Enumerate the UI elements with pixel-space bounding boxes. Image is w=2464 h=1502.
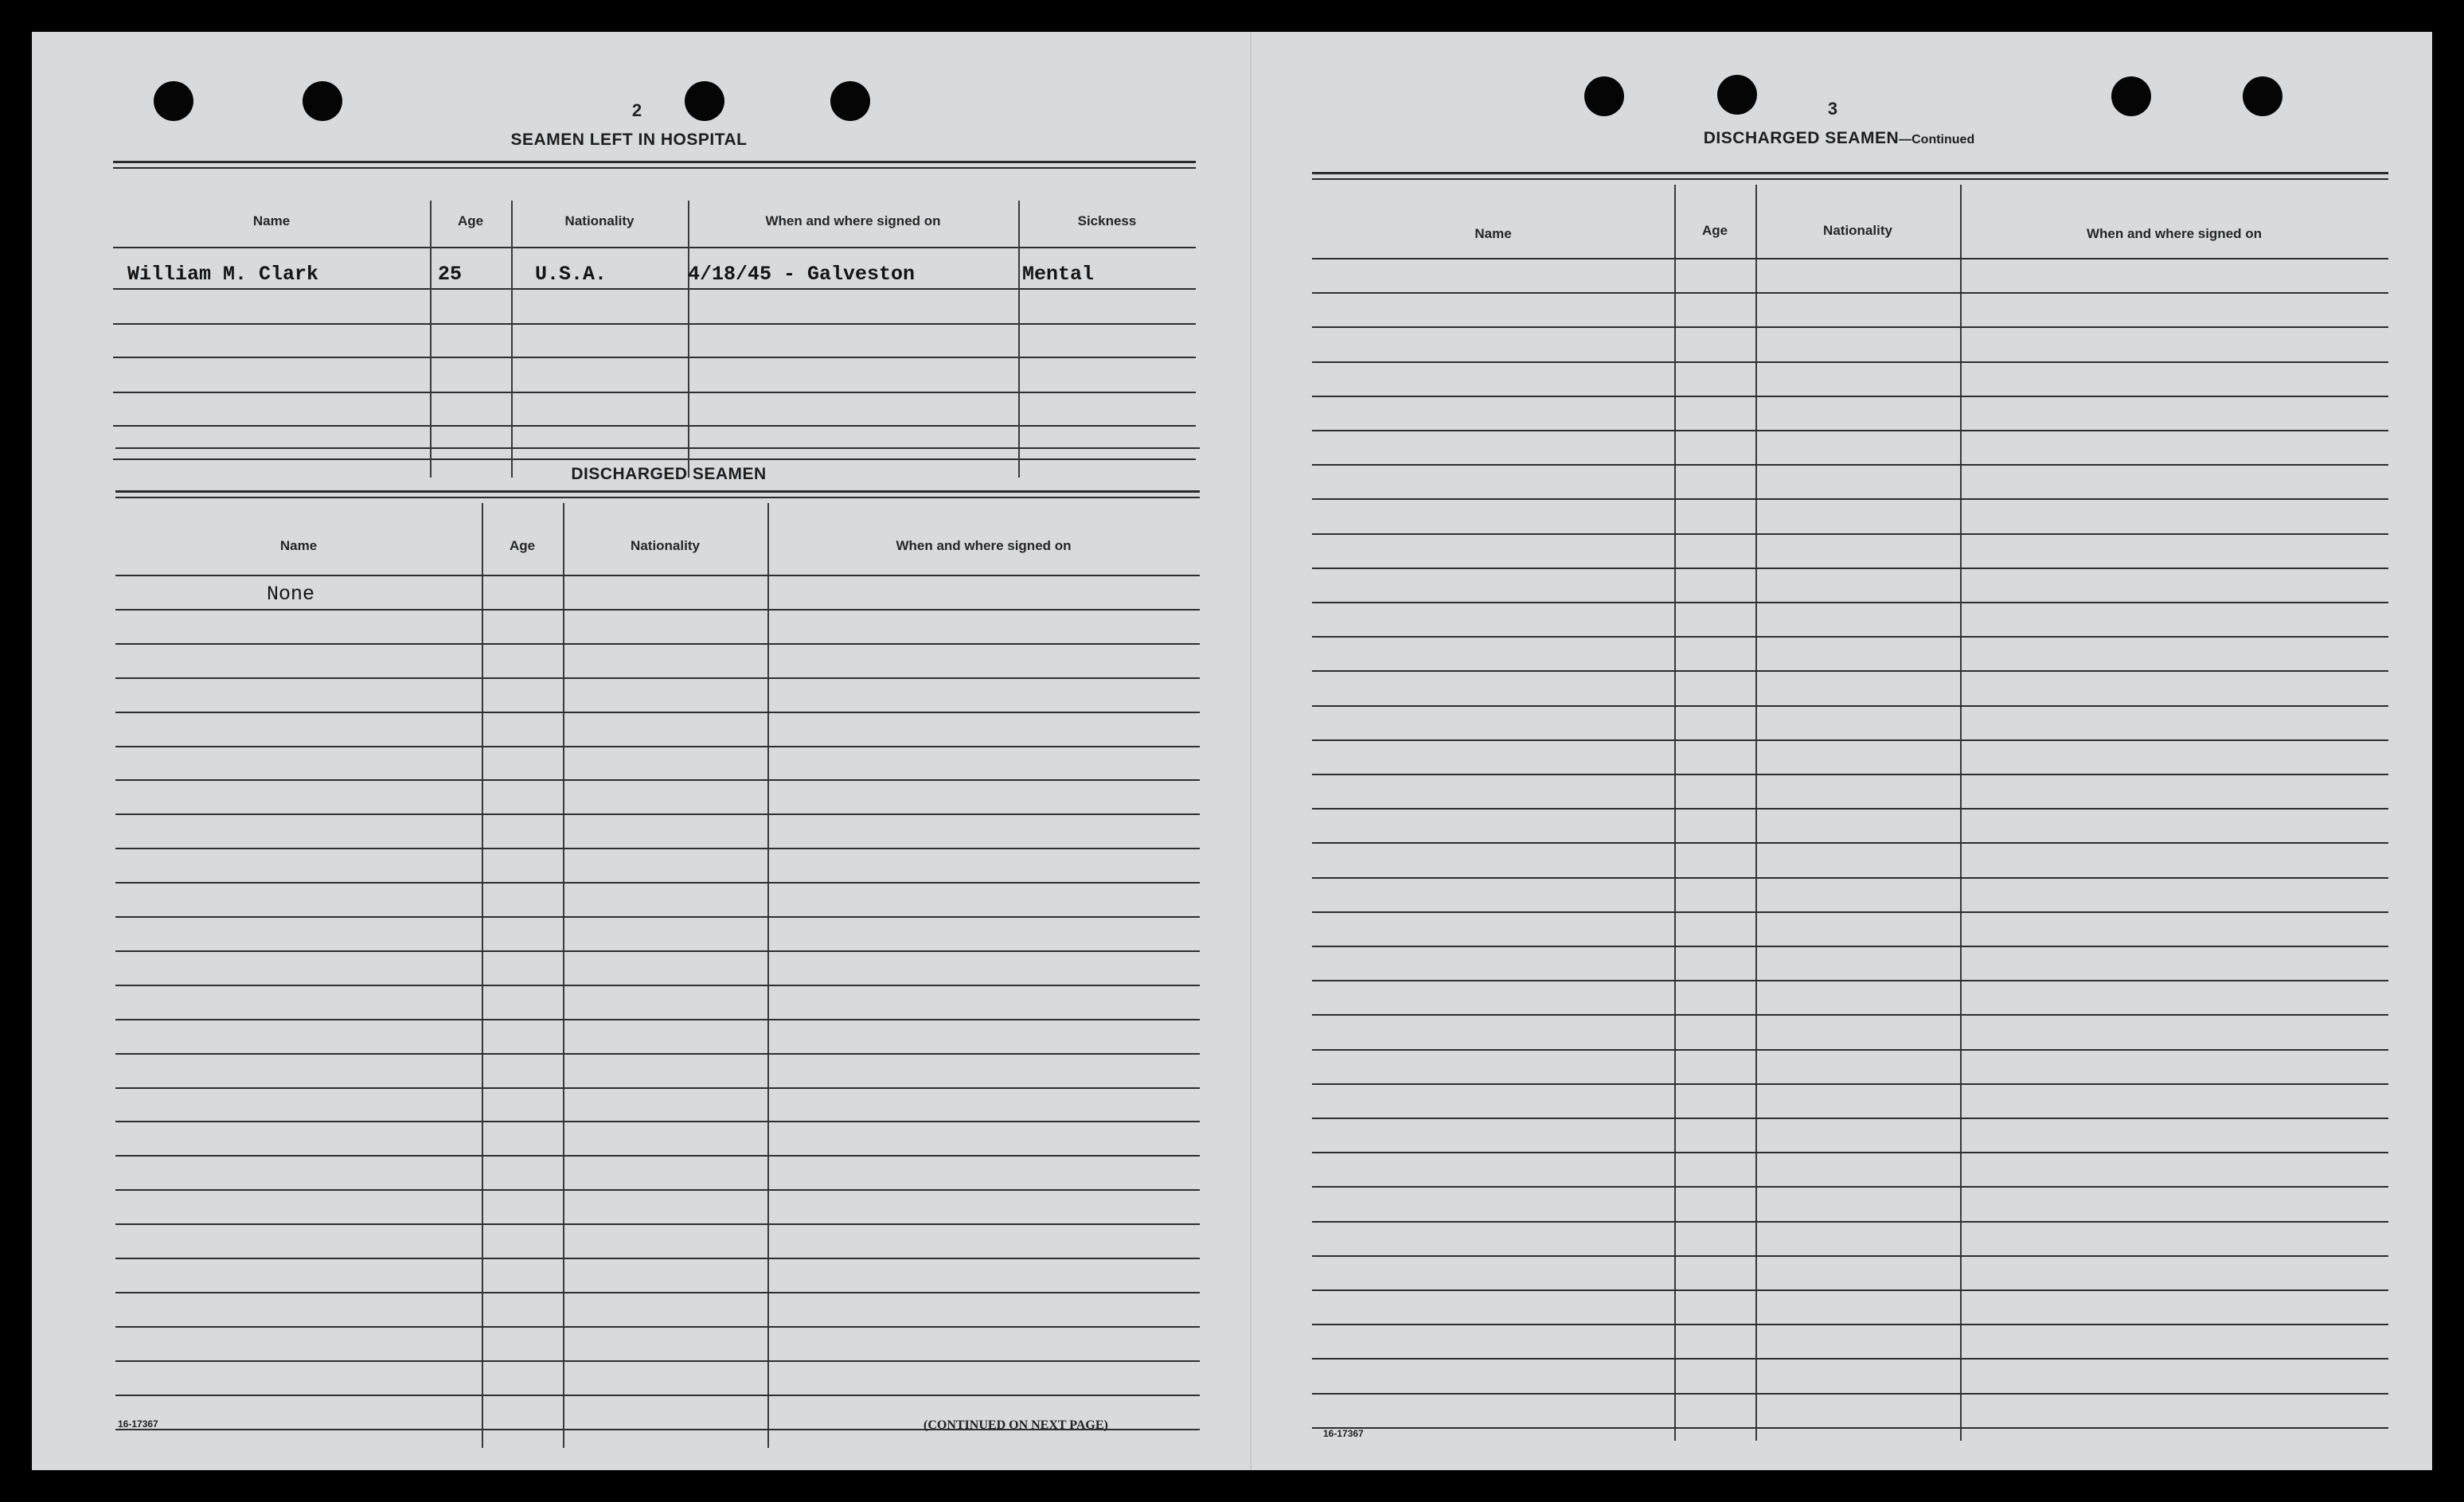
column-header-age: Age xyxy=(509,538,536,553)
row-rule xyxy=(1312,292,2388,294)
row-rule xyxy=(1312,705,2388,707)
section-title-discharged: DISCHARGED SEAMEN xyxy=(571,465,767,483)
header-rule xyxy=(113,247,1196,248)
column-divider xyxy=(430,201,431,478)
row-rule xyxy=(115,916,1200,918)
row-rule xyxy=(115,1223,1200,1225)
row-rule xyxy=(115,848,1200,849)
row-rule xyxy=(1312,1289,2388,1291)
column-header-name: Name xyxy=(1474,226,1512,241)
row-rule xyxy=(115,779,1200,781)
row-rule xyxy=(1312,739,2388,741)
discharged-cell-name: None xyxy=(267,583,315,606)
row-rule xyxy=(115,1155,1200,1157)
column-header-nationality: Nationality xyxy=(631,538,700,553)
row-rule xyxy=(115,1326,1200,1328)
row-rule xyxy=(1312,498,2388,500)
row-rule xyxy=(115,609,1200,611)
column-header-nationality: Nationality xyxy=(564,213,635,228)
column-divider xyxy=(767,503,769,1448)
section-title-main: DISCHARGED SEAMEN xyxy=(1703,129,1900,147)
column-divider xyxy=(1018,201,1020,478)
section-rule xyxy=(115,447,1200,449)
row-rule xyxy=(113,288,1196,290)
row-rule xyxy=(1312,1152,2388,1153)
punch-hole xyxy=(2243,76,2282,116)
punch-hole xyxy=(830,81,870,121)
row-rule xyxy=(1312,980,2388,981)
section-title-hospital: SEAMEN LEFT IN HOSPITAL xyxy=(510,131,748,149)
row-rule xyxy=(1312,842,2388,844)
table-top-rule xyxy=(1312,172,2388,180)
row-rule xyxy=(1312,1186,2388,1188)
hospital-cell-sickness: Mental xyxy=(1022,263,1095,286)
row-rule xyxy=(1312,670,2388,672)
row-rule xyxy=(1312,361,2388,363)
punch-hole xyxy=(154,81,193,121)
row-rule xyxy=(1312,326,2388,328)
discharged-continued-table xyxy=(1312,172,2388,1441)
page-fold xyxy=(1250,32,1252,1470)
section-title-discharged-continued xyxy=(1672,129,2006,148)
row-rule xyxy=(115,643,1200,645)
section-title-suffix: —Continued xyxy=(1899,133,1975,146)
row-rule xyxy=(1312,464,2388,466)
column-header-nationality: Nationality xyxy=(1823,223,1892,238)
row-rule xyxy=(1312,1358,2388,1360)
row-rule xyxy=(113,357,1196,358)
punch-hole xyxy=(2111,76,2151,116)
row-rule xyxy=(115,950,1200,952)
column-divider xyxy=(482,503,483,1448)
row-rule xyxy=(115,1189,1200,1191)
row-rule xyxy=(1312,877,2388,879)
row-rule xyxy=(1312,1221,2388,1223)
row-rule xyxy=(115,1087,1200,1089)
row-rule xyxy=(1312,568,2388,569)
row-rule xyxy=(1312,258,2388,259)
column-divider xyxy=(688,201,689,478)
punch-hole xyxy=(1717,75,1757,115)
row-rule xyxy=(1312,1324,2388,1325)
row-rule xyxy=(1312,1083,2388,1085)
hospital-table xyxy=(113,161,1196,478)
form-number: 16-17367 xyxy=(118,1418,158,1430)
row-rule xyxy=(1312,911,2388,913)
row-rule xyxy=(1312,396,2388,397)
column-divider xyxy=(1755,185,1757,1441)
column-header-age: Age xyxy=(1701,223,1728,238)
row-rule xyxy=(1312,533,2388,535)
continued-note: (CONTINUED ON NEXT PAGE) xyxy=(924,1418,1108,1432)
punch-hole xyxy=(685,81,724,121)
row-rule xyxy=(1312,774,2388,775)
row-rule xyxy=(115,1053,1200,1055)
row-rule xyxy=(1312,1393,2388,1395)
table-top-rule xyxy=(115,490,1200,498)
row-rule xyxy=(115,575,1200,576)
form-sheet xyxy=(32,32,2432,1470)
row-rule xyxy=(1312,602,2388,603)
row-rule xyxy=(115,1121,1200,1122)
row-rule xyxy=(1312,1255,2388,1257)
row-rule xyxy=(113,458,1196,460)
column-header-signed-on: When and where signed on xyxy=(896,538,1072,553)
row-rule xyxy=(115,882,1200,884)
row-rule xyxy=(115,813,1200,815)
row-rule xyxy=(115,1360,1200,1362)
discharged-table xyxy=(115,490,1200,1448)
column-header-age: Age xyxy=(457,213,484,228)
page-number: 3 xyxy=(1827,99,1838,119)
row-rule xyxy=(1312,430,2388,431)
hospital-cell-signed-on: 4/18/45 - Galveston xyxy=(688,263,916,286)
row-rule xyxy=(113,323,1196,325)
column-header-signed-on: When and where signed on xyxy=(765,213,941,228)
hospital-cell-age: 25 xyxy=(438,263,463,286)
form-number: 16-17367 xyxy=(1323,1428,1364,1439)
punch-hole xyxy=(303,81,342,121)
row-rule xyxy=(1312,636,2388,638)
row-rule xyxy=(115,1395,1200,1396)
hospital-cell-name: William M. Clark xyxy=(127,263,319,286)
row-rule xyxy=(115,985,1200,986)
row-rule xyxy=(115,1292,1200,1293)
column-divider xyxy=(1674,185,1676,1441)
column-header-sickness: Sickness xyxy=(1077,213,1137,228)
punch-hole xyxy=(1584,76,1624,116)
row-rule xyxy=(1312,1014,2388,1016)
column-header-name: Name xyxy=(279,538,318,553)
column-divider xyxy=(1960,185,1962,1441)
row-rule xyxy=(115,712,1200,713)
column-divider xyxy=(511,201,513,478)
row-rule xyxy=(113,425,1196,427)
row-rule xyxy=(115,1258,1200,1259)
column-header-signed-on: When and where signed on xyxy=(2086,226,2263,241)
row-rule xyxy=(115,746,1200,747)
row-rule xyxy=(115,677,1200,679)
page-number: 2 xyxy=(631,100,642,120)
row-rule xyxy=(1312,1118,2388,1119)
row-rule xyxy=(113,392,1196,393)
row-rule xyxy=(115,1019,1200,1020)
row-rule xyxy=(1312,946,2388,947)
hospital-cell-nationality: U.S.A. xyxy=(535,263,607,286)
row-rule xyxy=(1312,808,2388,810)
row-rule xyxy=(1312,1049,2388,1051)
column-divider xyxy=(563,503,564,1448)
column-header-name: Name xyxy=(252,213,291,228)
table-top-rule xyxy=(113,161,1196,169)
row-rule xyxy=(1312,1427,2388,1429)
